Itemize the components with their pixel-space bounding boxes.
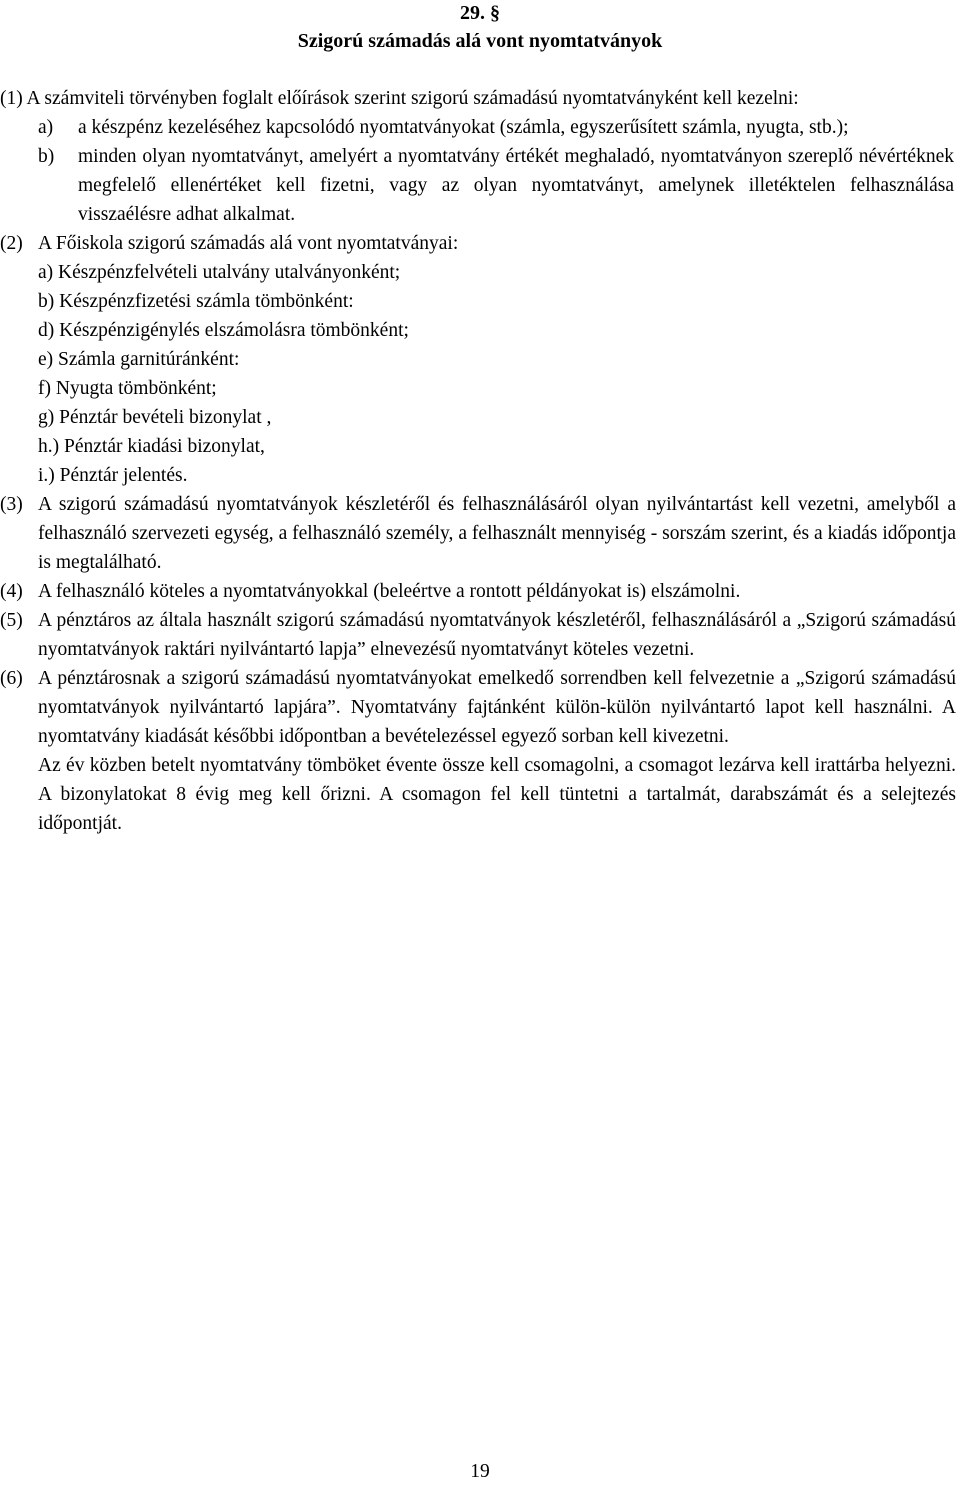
paragraph-1-item-a [0,113,956,142]
section-title: Szigorú számadás alá vont nyomtatványok [297,30,663,52]
paragraph-2-item: b) Készpénzfizetési számla tömbönként: [38,291,354,312]
paragraph-text: A pénztáros az általa használt szigorú számadású nyomtatványok készletéről, felhasználásáról a „Szigorú számadású nyomtatványok raktári nyilvántartó lapja” elnevezésű nyomtatványt köteles vezetni. [38,610,956,660]
paragraph-6 [0,664,956,751]
paragraph-label: (2) [0,233,23,254]
paragraph-2-item: f) Nyugta tömbönként; [38,378,217,399]
item-text: minden olyan nyomtatványt, amelyért a nyomtatvány értékét meghaladó, nyomtatványon szereplő névértéknek megfelelő ellenértéket kell fizetni, vagy az olyan nyomtatványt, amelynek illetéktelen felhasználása visszaélésre adhat alkalmat. [78,146,954,225]
paragraph-2-item: h.) Pénztár kiadási bizonylat, [38,436,265,457]
paragraph-2-item: i.) Pénztár jelentés. [38,465,188,486]
paragraph-2 [0,229,956,258]
paragraph-1-item-b [0,142,956,229]
paragraph-text: A pénztárosnak a szigorú számadású nyomtatványokat emelkedő sorrendben kell felvezetnie a „Szigorú számadású nyomtatványok nyilvántartó lapjára”. Nyomtatvány fajtánként külön-külön nyilvántartó lapot kell használni. A nyomtatvány kiadását későbbi időpontban a bevételezéssel egyező sorban kell kivezetni. [38,668,956,747]
paragraph-text: A szigorú számadású nyomtatványok készletéről és felhasználásáról olyan nyilvántartást kell vezetni, amelyből a felhasználó szervezeti egység, a felhasználó személy, a felhasznált mennyiség - sorszám szerint, és a kiadás időpontja is megtalálható. [38,494,956,573]
document-body [0,84,956,838]
paragraph-text: Az év közben betelt nyomtatvány tömböket évente össze kell csomagolni, a csomagot lezárva kell irattárba helyezni. A bizonylatokat 8 évig meg kell őrizni. A csomagon fel kell tüntetni a tartalmát, darabszámát és a selejtezés időpontját. [38,755,956,834]
paragraph-3 [0,490,956,577]
paragraph-2-item: d) Készpénzigénylés elszámolásra tömbönként; [38,320,409,341]
paragraph-5 [0,606,956,664]
paragraph-label: (6) [0,668,23,689]
paragraph-label: (4) [0,581,23,602]
paragraph-2-item: g) Pénztár bevételi bizonylat , [38,407,272,428]
paragraph-text: A Főiskola szigorú számadás alá vont nyomtatványai: [38,233,459,254]
item-label: a) [38,117,54,138]
paragraph-6-continued [0,751,956,838]
paragraph-text: A felhasználó köteles a nyomtatványokkal (beleértve a rontott példányokat is) elszámolni. [38,581,741,602]
item-label: b) [38,146,55,167]
item-text: a készpénz kezeléséhez kapcsolódó nyomtatványokat (számla, egyszerűsített számla, nyugta, stb.); [78,117,849,138]
paragraph-2-item: a) Készpénzfelvételi utalvány utalványonként; [38,262,401,283]
paragraph-label: (5) [0,610,23,631]
section-number: 29. § [460,2,500,24]
paragraph-2-item: e) Számla garnitúránként: [38,349,240,370]
page-number: 19 [470,1461,490,1482]
paragraph-4 [0,577,956,606]
paragraph-label: (3) [0,494,23,515]
paragraph-1-intro: (1) A számviteli törvényben foglalt előírások szerint szigorú számadású nyomtatványként kell kezelni: [0,88,799,109]
